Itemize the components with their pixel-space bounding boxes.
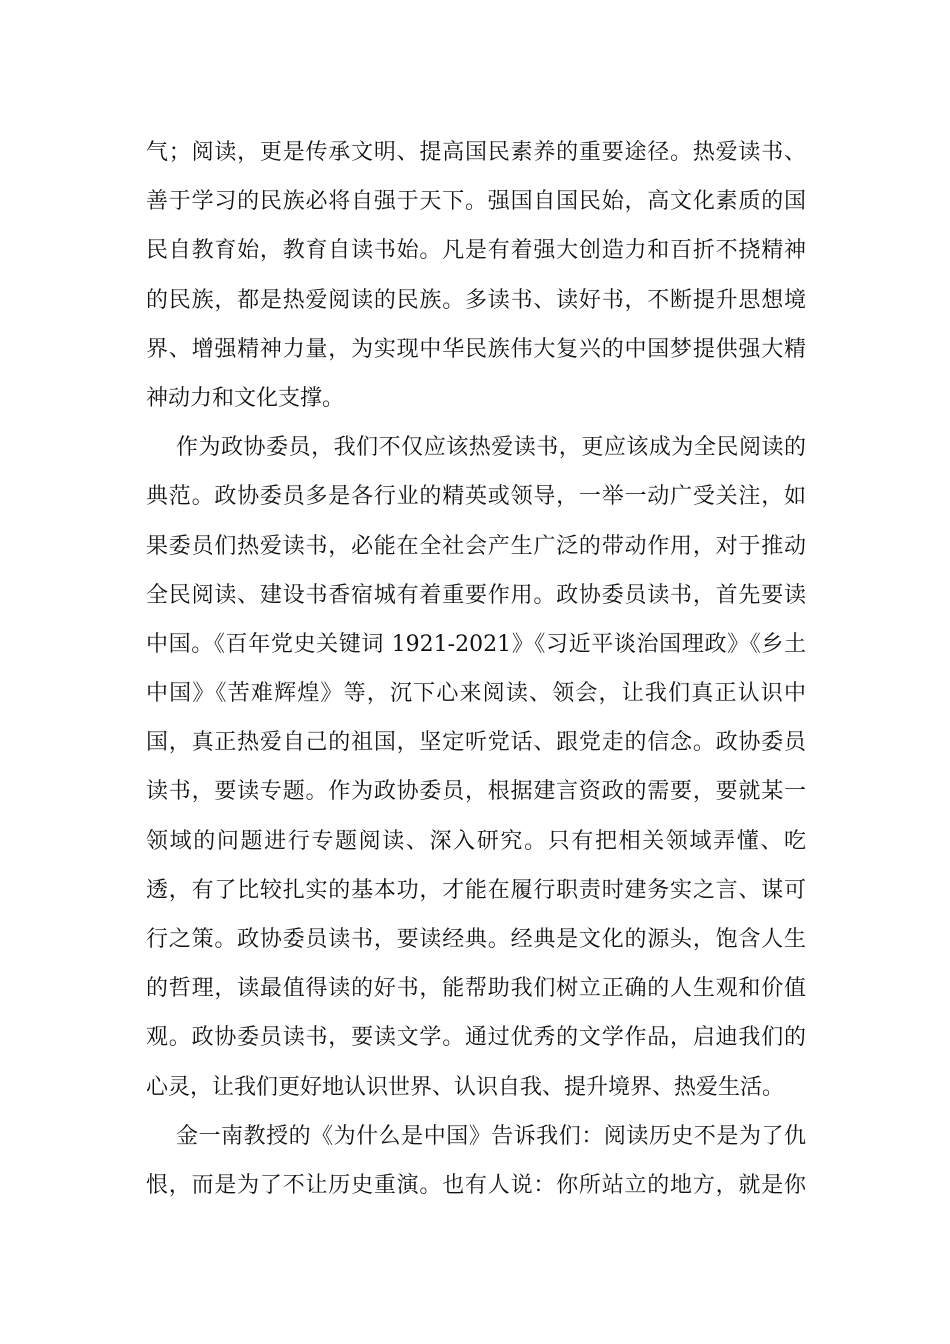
text-line: 善于学习的民族必将自强于天下。强国自国民始，高文化素质的国: [146, 189, 806, 215]
text-line: 中国。《百年党史关键词 1921-2021》《习近平谈治国理政》《乡土: [146, 631, 806, 657]
document-body: [146, 128, 806, 1210]
text-line: 读书，要读专题。作为政协委员，根据建言资政的需要，要就某一: [146, 779, 806, 805]
text-line: 领域的问题进行专题阅读、深入研究。只有把相关领域弄懂、吃: [146, 828, 806, 854]
text-line: 透，有了比较扎实的基本功，才能在履行职责时建务实之言、谋可: [146, 877, 806, 903]
text-line: 的民族，都是热爱阅读的民族。多读书、读好书，不断提升思想境: [146, 287, 806, 313]
text-line: 行之策。政协委员读书，要读经典。经典是文化的源头，饱含人生: [146, 927, 806, 952]
paragraph-2: [146, 423, 806, 1112]
text-line: 恨，而是为了不让历史重演。也有人说：你所站立的地方，就是你: [146, 1172, 806, 1198]
text-line: 典范。政协委员多是各行业的精英或领导，一举一动广受关注，如: [146, 484, 806, 510]
text-line: 观。政协委员读书，要读文学。通过优秀的文学作品，启迪我们的: [146, 1025, 806, 1051]
text-line: 气；阅读，更是传承文明、提高国民素养的重要途径。热爱读书、: [146, 140, 806, 165]
text-line: 金一南教授的《为什么是中国》告诉我们：阅读历史不是为了仇: [176, 1123, 806, 1149]
text-line: 心灵，让我们更好地认识世界、认识自我、提升境界、热爱生活。: [146, 1074, 785, 1100]
text-line: 界、增强精神力量，为实现中华民族伟大复兴的中国梦提供强大精: [146, 336, 806, 362]
paragraph-3: [146, 1112, 806, 1210]
paragraph-1: [146, 128, 806, 423]
text-line: 神动力和文化支撑。: [146, 385, 345, 411]
text-line: 作为政协委员，我们不仅应该热爱读书，更应该成为全民阅读的: [176, 435, 806, 461]
text-line: 国，真正热爱自己的祖国，坚定听党话、跟党走的信念。政协委员: [146, 730, 806, 756]
text-line: 中国》《苦难辉煌》等，沉下心来阅读、领会，让我们真正认识中: [146, 681, 806, 707]
text-line: 民自教育始，教育自读书始。凡是有着强大创造力和百折不挠精神: [146, 238, 806, 264]
text-line: 的哲理，读最值得读的好书，能帮助我们树立正确的人生观和价值: [146, 976, 806, 1002]
text-line: 果委员们热爱读书，必能在全社会产生广泛的带动作用，对于推动: [146, 533, 806, 559]
text-line: 全民阅读、建设书香宿城有着重要作用。政协委员读书，首先要读: [146, 582, 806, 608]
